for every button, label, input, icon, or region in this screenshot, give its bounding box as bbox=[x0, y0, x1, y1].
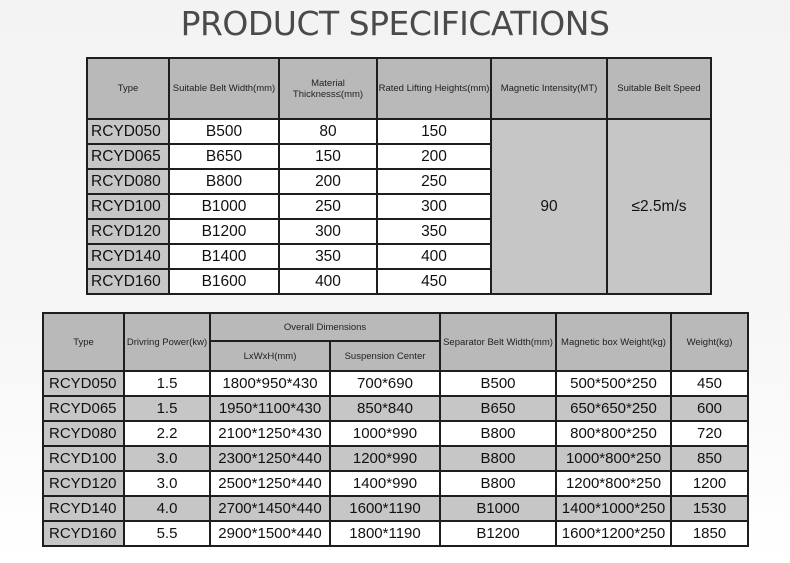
thickness-cell: 400 bbox=[279, 269, 377, 294]
belt-width-cell: B1200 bbox=[169, 219, 279, 244]
table-row bbox=[43, 421, 748, 446]
separator-belt-cell: B800 bbox=[440, 421, 556, 446]
lifting-height-cell: 200 bbox=[377, 144, 491, 169]
box-weight-cell: 650*650*250 bbox=[556, 396, 671, 421]
separator-belt-cell: B650 bbox=[440, 396, 556, 421]
model-cell: RCYD160 bbox=[87, 269, 169, 294]
thickness-cell: 350 bbox=[279, 244, 377, 269]
model-cell: RCYD100 bbox=[87, 194, 169, 219]
suspension-center-cell: 1200*990 bbox=[330, 446, 440, 471]
model-cell: RCYD080 bbox=[43, 421, 124, 446]
power-cell: 3.0 bbox=[124, 446, 210, 471]
model-cell: RCYD050 bbox=[43, 371, 124, 396]
lifting-height-cell: 300 bbox=[377, 194, 491, 219]
header-lwh: LxWxH(mm) bbox=[210, 341, 330, 371]
power-cell: 1.5 bbox=[124, 371, 210, 396]
box-weight-cell: 1200*800*250 bbox=[556, 471, 671, 496]
header-lifting-height: Rated Lifting Height≤(mm) bbox=[377, 58, 491, 119]
suspension-center-cell: 1800*1190 bbox=[330, 521, 440, 546]
suspension-center-cell: 1400*990 bbox=[330, 471, 440, 496]
separator-belt-cell: B1200 bbox=[440, 521, 556, 546]
model-cell: RCYD100 bbox=[43, 446, 124, 471]
box-weight-cell: 1400*1000*250 bbox=[556, 496, 671, 521]
model-cell: RCYD140 bbox=[87, 244, 169, 269]
box-weight-cell: 1000*800*250 bbox=[556, 446, 671, 471]
separator-belt-cell: B800 bbox=[440, 471, 556, 496]
box-weight-cell: 800*800*250 bbox=[556, 421, 671, 446]
box-weight-cell: 500*500*250 bbox=[556, 371, 671, 396]
suspension-center-cell: 1600*1190 bbox=[330, 496, 440, 521]
model-cell: RCYD120 bbox=[43, 471, 124, 496]
header-magnetic-intensity: Magnetic Intensity(MT) bbox=[491, 58, 607, 119]
suspension-center-cell: 700*690 bbox=[330, 371, 440, 396]
belt-width-cell: B1400 bbox=[169, 244, 279, 269]
dimensions-cell: 1950*1100*430 bbox=[210, 396, 330, 421]
table-row bbox=[43, 371, 748, 396]
model-cell: RCYD080 bbox=[87, 169, 169, 194]
model-cell: RCYD160 bbox=[43, 521, 124, 546]
table-row bbox=[43, 396, 748, 421]
lifting-height-cell: 250 bbox=[377, 169, 491, 194]
spec-table-dimensions bbox=[86, 57, 712, 295]
power-cell: 2.2 bbox=[124, 421, 210, 446]
power-cell: 3.0 bbox=[124, 471, 210, 496]
table-row bbox=[43, 471, 748, 496]
table-row bbox=[43, 521, 748, 546]
belt-width-cell: B800 bbox=[169, 169, 279, 194]
header-magnetic-box-weight: Magnetic box Weight(kg) bbox=[556, 313, 671, 371]
separator-belt-cell: B500 bbox=[440, 371, 556, 396]
dimensions-cell: 2300*1250*440 bbox=[210, 446, 330, 471]
dimensions-cell: 1800*950*430 bbox=[210, 371, 330, 396]
weight-cell: 850 bbox=[671, 446, 748, 471]
dimensions-cell: 2900*1500*440 bbox=[210, 521, 330, 546]
belt-width-cell: B650 bbox=[169, 144, 279, 169]
model-cell: RCYD050 bbox=[87, 119, 169, 144]
lifting-height-cell: 350 bbox=[377, 219, 491, 244]
power-cell: 5.5 bbox=[124, 521, 210, 546]
weight-cell: 600 bbox=[671, 396, 748, 421]
weight-cell: 1530 bbox=[671, 496, 748, 521]
magnetic-intensity-cell: 90 bbox=[491, 119, 607, 294]
table-row bbox=[87, 119, 711, 144]
header-type: Type bbox=[43, 313, 124, 371]
belt-width-cell: B1600 bbox=[169, 269, 279, 294]
thickness-cell: 200 bbox=[279, 169, 377, 194]
thickness-cell: 250 bbox=[279, 194, 377, 219]
table-row bbox=[43, 496, 748, 521]
thickness-cell: 150 bbox=[279, 144, 377, 169]
page-title: PRODUCT SPECIFICATIONS bbox=[180, 4, 610, 43]
weight-cell: 1850 bbox=[671, 521, 748, 546]
model-cell: RCYD140 bbox=[43, 496, 124, 521]
weight-cell: 450 bbox=[671, 371, 748, 396]
power-cell: 1.5 bbox=[124, 396, 210, 421]
belt-width-cell: B500 bbox=[169, 119, 279, 144]
weight-cell: 720 bbox=[671, 421, 748, 446]
dimensions-cell: 2100*1250*430 bbox=[210, 421, 330, 446]
weight-cell: 1200 bbox=[671, 471, 748, 496]
dimensions-cell: 2700*1450*440 bbox=[210, 496, 330, 521]
belt-speed-cell: ≤2.5m/s bbox=[607, 119, 711, 294]
header-overall-dimensions: Overall Dimensions bbox=[210, 313, 440, 341]
header-separator-belt-width: Separator Belt Width(mm) bbox=[440, 313, 556, 371]
spec-table-weights bbox=[42, 312, 749, 547]
header-belt-speed: Suitable Belt Speed bbox=[607, 58, 711, 119]
suspension-center-cell: 1000*990 bbox=[330, 421, 440, 446]
separator-belt-cell: B800 bbox=[440, 446, 556, 471]
model-cell: RCYD065 bbox=[43, 396, 124, 421]
box-weight-cell: 1600*1200*250 bbox=[556, 521, 671, 546]
lifting-height-cell: 150 bbox=[377, 119, 491, 144]
power-cell: 4.0 bbox=[124, 496, 210, 521]
thickness-cell: 300 bbox=[279, 219, 377, 244]
header-driving-power: Drivring Power(kw) bbox=[124, 313, 210, 371]
table-row bbox=[43, 446, 748, 471]
dimensions-cell: 2500*1250*440 bbox=[210, 471, 330, 496]
model-cell: RCYD120 bbox=[87, 219, 169, 244]
header-material-thickness: Material Thickness≤(mm) bbox=[279, 58, 377, 119]
thickness-cell: 80 bbox=[279, 119, 377, 144]
model-cell: RCYD065 bbox=[87, 144, 169, 169]
lifting-height-cell: 450 bbox=[377, 269, 491, 294]
header-weight: Weight(kg) bbox=[671, 313, 748, 371]
belt-width-cell: B1000 bbox=[169, 194, 279, 219]
suspension-center-cell: 850*840 bbox=[330, 396, 440, 421]
header-suspension-center: Suspension Center bbox=[330, 341, 440, 371]
separator-belt-cell: B1000 bbox=[440, 496, 556, 521]
header-type: Type bbox=[87, 58, 169, 119]
header-belt-width: Suitable Belt Width(mm) bbox=[169, 58, 279, 119]
lifting-height-cell: 400 bbox=[377, 244, 491, 269]
